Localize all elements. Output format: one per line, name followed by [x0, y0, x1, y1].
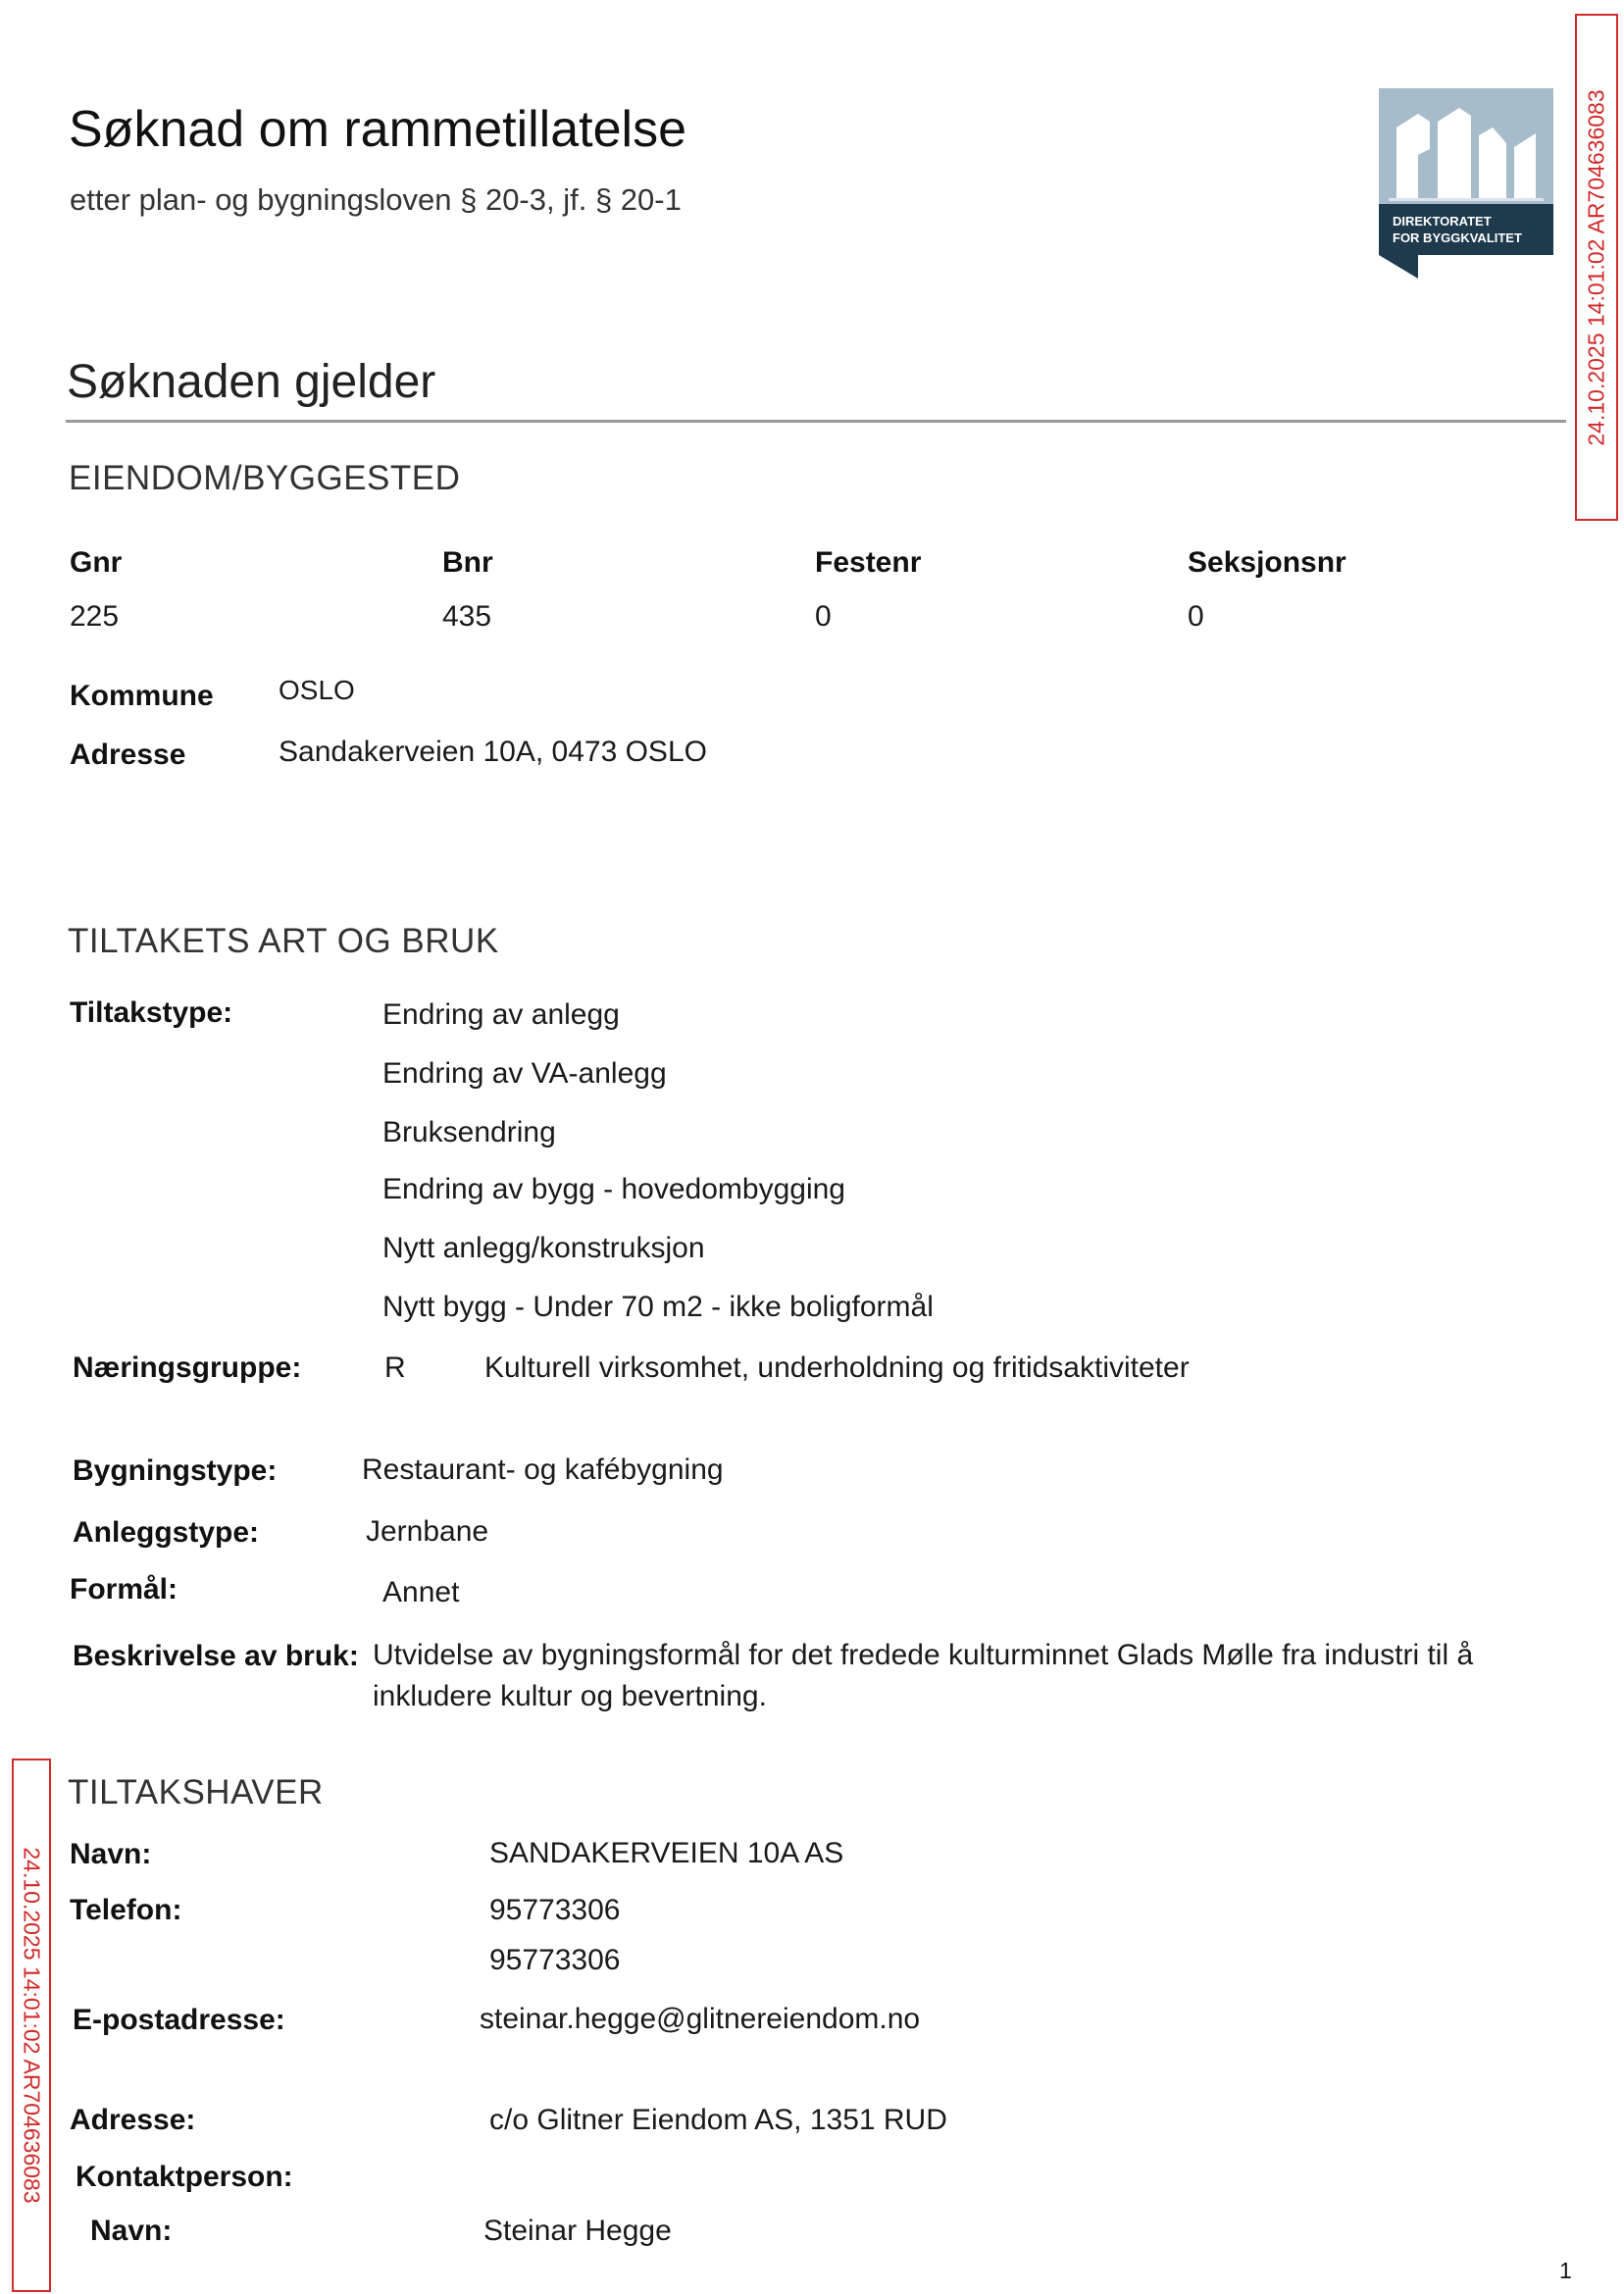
- logo-text-line2: FOR BYGGKVALITET: [1393, 230, 1522, 245]
- anleggstype-value: Jernbane: [366, 1515, 489, 1548]
- bnr-value: 435: [442, 600, 492, 633]
- naeringsgruppe-label: Næringsgruppe:: [73, 1351, 302, 1384]
- logo-text-line1: DIREKTORATET: [1393, 214, 1492, 229]
- archive-stamp-right: [1575, 14, 1618, 521]
- bnr-label: Bnr: [442, 546, 493, 579]
- beskrivelse-label: Beskrivelse av bruk:: [73, 1640, 359, 1672]
- beskrivelse-line2: inkludere kultur og bevertning.: [373, 1680, 767, 1712]
- naeringsgruppe-code: R: [384, 1351, 406, 1384]
- formal-label: Formål:: [70, 1573, 178, 1606]
- tiltakshaver-adresse-label: Adresse:: [70, 2104, 196, 2136]
- page-number: 1: [1559, 2258, 1572, 2283]
- epost-value: steinar.hegge@glitnereiendom.no: [480, 2003, 921, 2035]
- adresse-value: Sandakerveien 10A, 0473 OSLO: [279, 736, 707, 768]
- tiltakstype-item: Bruksendring: [382, 1116, 556, 1148]
- tiltakstype-item: Endring av VA-anlegg: [382, 1057, 667, 1090]
- subsection-heading-tiltak: TILTAKETS ART OG BRUK: [68, 922, 499, 960]
- subsection-heading-eiendom: EIENDOM/BYGGESTED: [69, 459, 461, 497]
- navn-label: Navn:: [70, 1838, 152, 1870]
- formal-value: Annet: [382, 1576, 460, 1608]
- anleggstype-label: Anleggstype:: [73, 1516, 260, 1549]
- kontaktperson-label: Kontaktperson:: [76, 2161, 293, 2193]
- festenr-label: Festenr: [815, 546, 922, 579]
- dibk-logo: [1379, 88, 1553, 279]
- subsection-heading-tiltakshaver: TILTAKSHAVER: [68, 1773, 324, 1811]
- telefon-value-1: 95773306: [489, 1894, 621, 1926]
- document-title: Søknad om rammetillatelse: [69, 101, 686, 158]
- bygningstype-value: Restaurant- og kafébygning: [362, 1453, 724, 1486]
- seksjonsnr-label: Seksjonsnr: [1188, 546, 1346, 579]
- festenr-value: 0: [815, 600, 832, 633]
- kommune-value: OSLO: [279, 675, 355, 705]
- section-heading: Søknaden gjelder: [67, 356, 436, 408]
- telefon-label: Telefon:: [70, 1894, 182, 1926]
- kontakt-navn-label: Navn:: [90, 2215, 173, 2247]
- naeringsgruppe-text: Kulturell virksomhet, underholdning og fritidsaktiviteter: [484, 1351, 1190, 1384]
- gnr-label: Gnr: [70, 546, 123, 579]
- document-subtitle: etter plan- og bygningsloven § 20-3, jf. § 20-1: [70, 182, 682, 217]
- bygningstype-label: Bygningstype:: [73, 1454, 278, 1487]
- tiltakshaver-adresse-value: c/o Glitner Eiendom AS, 1351 RUD: [489, 2104, 947, 2136]
- adresse-label: Adresse: [70, 739, 186, 771]
- tiltakstype-item: Endring av bygg - hovedombygging: [382, 1173, 845, 1205]
- kontakt-navn-value: Steinar Hegge: [483, 2215, 672, 2247]
- archive-stamp-text: 24.10.2025 14:01:02 AR704636083: [19, 1847, 45, 2204]
- epost-label: E-postadresse:: [73, 2004, 285, 2036]
- archive-stamp-text: 24.10.2025 14:01:02 AR704636083: [1583, 88, 1609, 446]
- gnr-value: 225: [70, 600, 120, 633]
- beskrivelse-line1: Utvidelse av bygningsformål for det fredede kulturminnet Glads Mølle fra industri til å: [373, 1639, 1474, 1671]
- tiltakstype-label: Tiltakstype:: [70, 996, 233, 1029]
- seksjonsnr-value: 0: [1188, 600, 1204, 633]
- telefon-value-2: 95773306: [489, 1944, 621, 1976]
- dibk-logo-graphic: [1379, 88, 1553, 279]
- archive-stamp-left: [12, 1759, 51, 2292]
- tiltakstype-item: Nytt anlegg/konstruksjon: [382, 1232, 705, 1264]
- navn-value: SANDAKERVEIEN 10A AS: [489, 1837, 844, 1869]
- tiltakstype-item: Endring av anlegg: [382, 998, 620, 1031]
- kommune-label: Kommune: [70, 680, 214, 712]
- section-divider: [66, 420, 1566, 423]
- tiltakstype-item: Nytt bygg - Under 70 m2 - ikke boligformål: [382, 1291, 934, 1323]
